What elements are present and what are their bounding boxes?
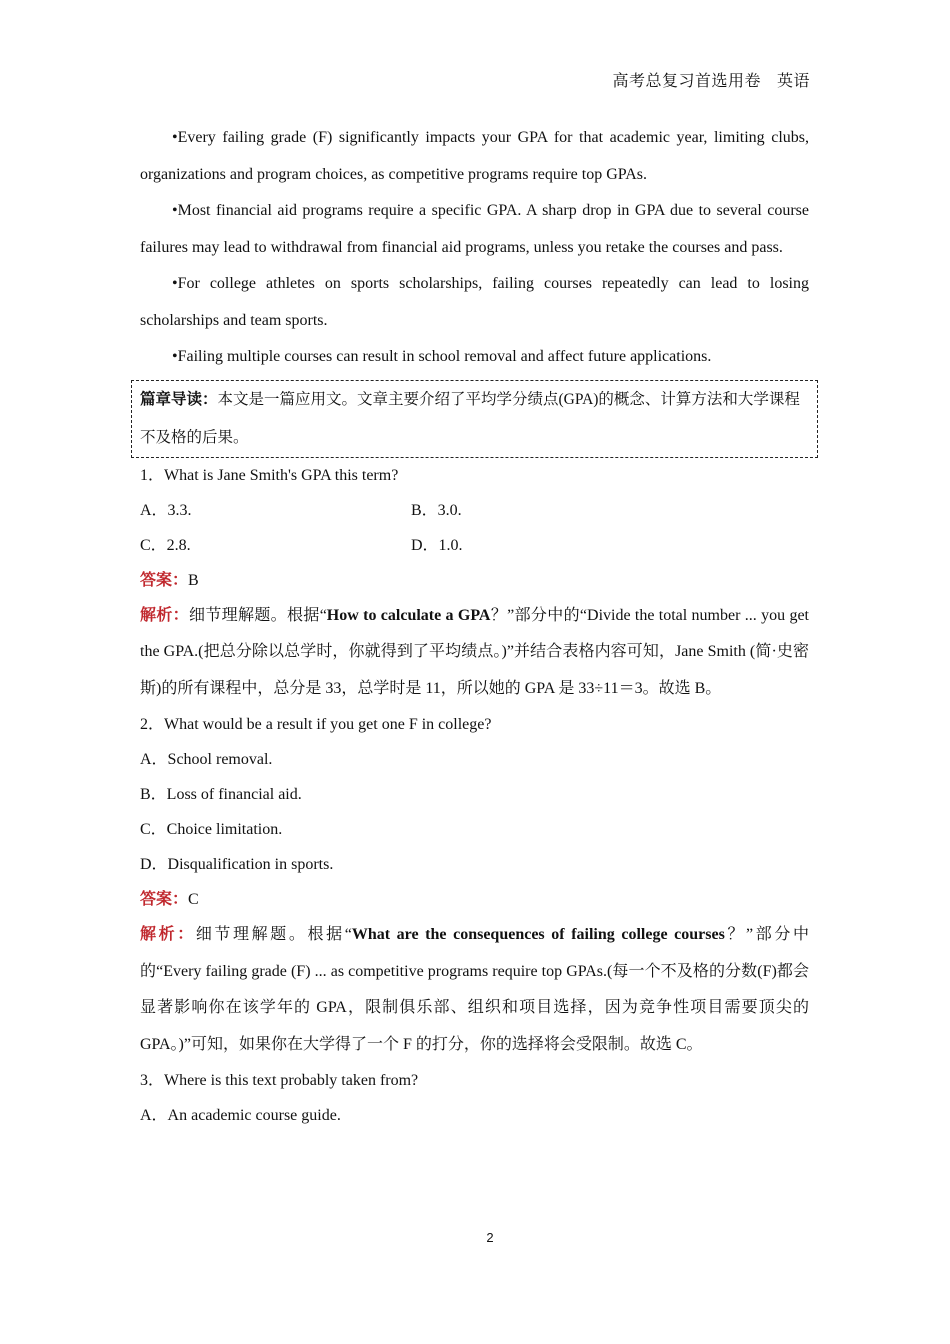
option-d: D．1.0. xyxy=(411,536,463,554)
analysis-label: 解析： xyxy=(140,606,190,624)
question-1-options-row xyxy=(140,493,809,528)
bullet-paragraph: •Every failing grade (F) significantly impacts your GPA for that academic year, limiting clubs, organizations and program choices, as competitive programs require top GPAs. xyxy=(140,129,809,183)
analysis-text: ？”部分中的“Every failing grade (F) ... as competitive programs require top GPAs.(每一个不及格的分数(F)都会显著影响你在该学年的 GPA，限制俱乐部、组织和项目选择，因为竞争性项目需要顶尖的 GPA。)”可知，如果你在大学得了一个 F 的打分，你的选择将会受限制。故选 C。 xyxy=(140,926,809,1053)
question-1-stem: 1．What is Jane Smith's GPA this term? xyxy=(140,466,399,484)
reading-guide-box xyxy=(131,380,818,458)
analysis-text: 细节理解题。根据“ xyxy=(195,926,352,943)
option-a: A．An academic course guide. xyxy=(140,1107,341,1124)
answer-value: C xyxy=(188,891,199,908)
answer-value: B xyxy=(188,571,199,589)
analysis-text: 细节理解题。根据“ xyxy=(189,606,327,624)
option-c: C．2.8. xyxy=(140,536,191,554)
header-title: 高考总复习首选用卷 xyxy=(612,73,761,90)
analysis-bold: How to calculate a GPA xyxy=(326,606,491,624)
option-a: A．School removal. xyxy=(140,751,273,768)
question-3-stem: 3．Where is this text probably taken from? xyxy=(140,1072,419,1089)
option-d: D．Disqualification in sports. xyxy=(140,856,334,873)
guide-label: 篇章导读： xyxy=(140,390,218,408)
guide-text: 本文是一篇应用文。文章主要介绍了平均学分绩点(GPA)的概念、计算方法和大学课程不及格的后果。 xyxy=(140,390,800,446)
analysis-bold: What are the consequences of failing college courses xyxy=(351,926,725,943)
page-header xyxy=(612,68,810,91)
page-content xyxy=(140,120,809,1133)
header-subject: 英语 xyxy=(776,73,810,90)
bullet-paragraph: •For college athletes on sports scholarships, failing courses repeatedly can lead to losing scholarships and team sports. xyxy=(140,275,809,329)
question-2-answer xyxy=(140,882,809,917)
question-1-answer xyxy=(140,563,809,598)
option-b: B．Loss of financial aid. xyxy=(140,786,302,803)
answer-label: 答案： xyxy=(140,891,189,908)
bullet-paragraph: •Most financial aid programs require a specific GPA. A sharp drop in GPA due to several course failures may lead to withdrawal from financial aid programs, unless you retake the courses and pass. xyxy=(140,202,809,256)
question-2-analysis xyxy=(140,917,809,1063)
analysis-text: ？”部分中的“Divide the total number ... you get the GPA.(把总分除以总学时，你就得到了平均绩点。)”并结合表格内容可知，Jane Smith (简·史密斯)的所有课程中，总分是 33，总学时是 11，所以她的 GPA 是 33÷11＝3。故选 B。 xyxy=(140,606,809,697)
option-b: B．3.0. xyxy=(411,501,462,519)
analysis-label: 解析： xyxy=(140,926,196,943)
option-a: A．3.3. xyxy=(140,501,192,519)
question-2-stem: 2．What would be a result if you get one F in college? xyxy=(140,716,492,733)
bullet-paragraph: •Failing multiple courses can result in school removal and affect future applications. xyxy=(172,348,712,365)
option-c: C．Choice limitation. xyxy=(140,821,283,838)
answer-label: 答案： xyxy=(140,571,189,589)
question-1-options-row xyxy=(140,528,809,563)
page-number: 2 xyxy=(486,1230,494,1245)
question-1-analysis xyxy=(140,598,809,708)
